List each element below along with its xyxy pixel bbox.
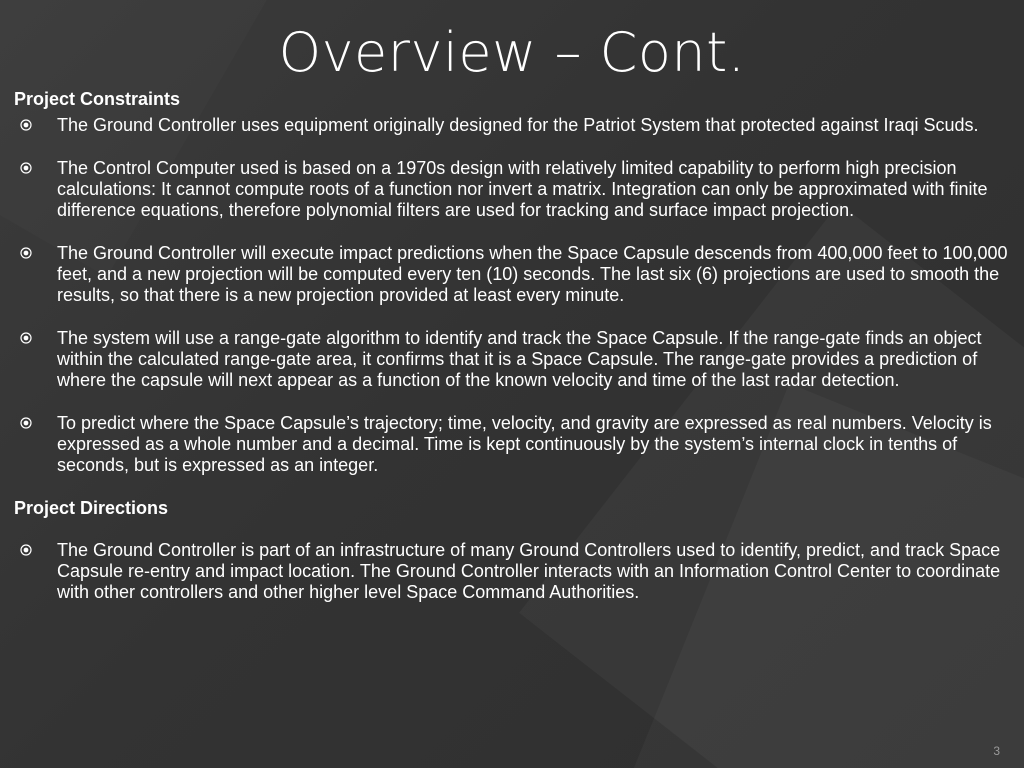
bullet-text: The system will use a range-gate algorithm to identify and track the Space Capsule. If the range-gate finds an object within the calculated range-gate area, it confirms that it is a Space Capsule. The range-gate provides a prediction of where the capsule will next appear as a function of the known velocity and time of the last radar detection.: [57, 328, 982, 390]
bullet-list-directions: [14, 540, 1012, 603]
bullet-text: The Ground Controller uses equipment originally designed for the Patriot System that protected against Iraqi Scuds.: [57, 115, 979, 135]
circled-dot-bullet-icon: [20, 119, 32, 131]
section-heading-project-directions: Project Directions: [14, 498, 169, 518]
bullet-text: The Ground Controller is part of an infrastructure of many Ground Controllers used to identify, predict, and track Space Capsule re-entry and impact location. The Ground Controller interacts with an Information Control Center to coordinate with other controllers and other higher level Space Command Authorities.: [57, 540, 1001, 602]
slide-title: Overview – Cont.: [278, 21, 746, 84]
section-heading-project-constraints: Project Constraints: [14, 89, 181, 109]
bullet-item: [14, 328, 1012, 391]
circled-dot-bullet-icon: [20, 247, 32, 259]
bullet-text: To predict where the Space Capsule’s trajectory; time, velocity, and gravity are expressed as real numbers. Velocity is expressed as a whole number and a decimal. Time is kept continuously by the system’s internal clock in tenths of seconds, but is expressed as an integer.: [57, 413, 992, 475]
bullet-text: The Control Computer used is based on a 1970s design with relatively limited capability to perform high precision calculations: It cannot compute roots of a function nor invert a matrix. Integration can only be approximated with finite difference equations, therefore polynomial filters are used for tracking and surface impact projection.: [57, 158, 988, 220]
circled-dot-bullet-icon: [20, 417, 32, 429]
bullet-item: [14, 413, 1012, 476]
bullet-text: The Ground Controller will execute impact predictions when the Space Capsule descends from 400,000 feet to 100,000 feet, and a new projection will be computed every ten (10) seconds. The last six (6) projections are used to smooth the results, so that there is a new projection provided at least every minute.: [57, 243, 1008, 305]
bullet-item: [14, 158, 1012, 221]
circled-dot-bullet-icon: [20, 332, 32, 344]
circled-dot-bullet-icon: [20, 162, 32, 174]
bullet-item: [14, 243, 1012, 306]
bullet-item: [14, 115, 1012, 136]
slide-body: [14, 89, 1012, 625]
bullet-list-constraints: [14, 115, 1012, 476]
circled-dot-bullet-icon: [20, 544, 32, 556]
bullet-item: [14, 540, 1012, 603]
page-number: 3: [993, 744, 1000, 758]
